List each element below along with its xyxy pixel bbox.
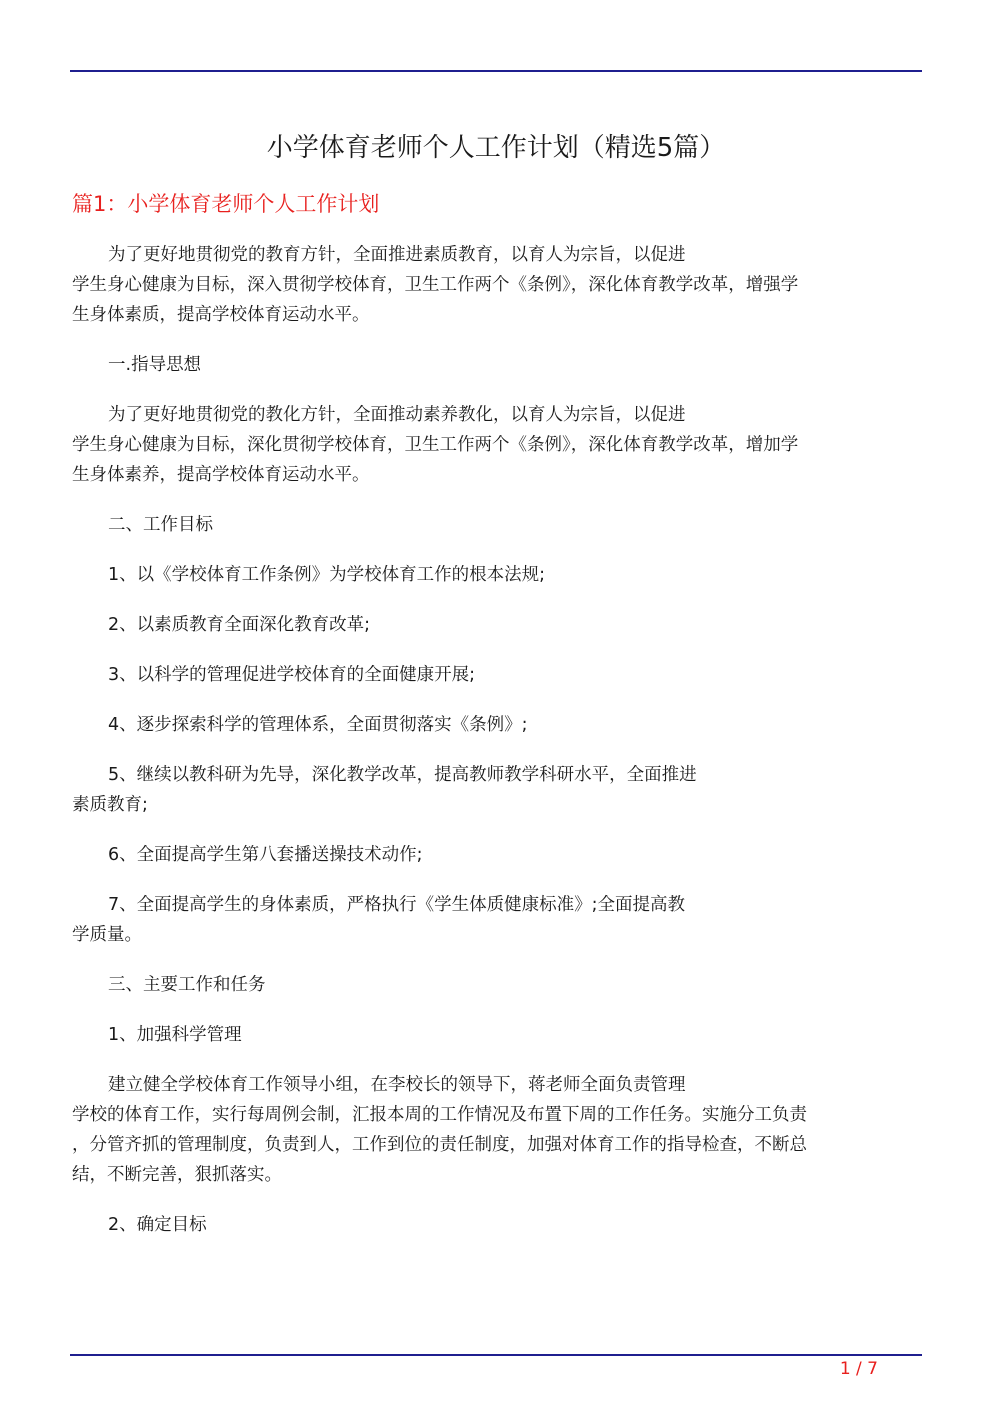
paragraph-line: 3、以科学的管理促进学校体育的全面健康开展; bbox=[108, 665, 476, 685]
paragraph bbox=[72, 710, 912, 740]
paragraph bbox=[72, 1070, 912, 1190]
paragraph-line: ，分管齐抓的管理制度，负责到人，工作到位的责任制度，加强对体育工作的指导检查，不断总 bbox=[72, 1135, 807, 1155]
paragraph-line: 学生身心健康为目标，深化贯彻学校体育，卫生工作两个《条例》，深化体育教学改革，增加学 bbox=[72, 435, 799, 455]
paragraph bbox=[72, 350, 912, 380]
paragraph bbox=[72, 660, 912, 690]
paragraph bbox=[72, 240, 912, 330]
paragraph bbox=[72, 400, 912, 490]
paragraph-line: 6、全面提高学生第八套播送操技术动作; bbox=[108, 845, 423, 865]
paragraph-line: 2、确定目标 bbox=[108, 1215, 207, 1235]
paragraph bbox=[72, 840, 912, 870]
paragraph bbox=[72, 1210, 912, 1240]
page-indicator: 1 / 7 bbox=[839, 1359, 878, 1379]
paragraph-line: 结，不断完善，狠抓落实。 bbox=[72, 1165, 282, 1185]
paragraph-line: 建立健全学校体育工作领导小组，在李校长的领导下，蒋老师全面负责管理 bbox=[108, 1075, 686, 1095]
paragraph bbox=[72, 890, 912, 950]
paragraph-line: 2、以素质教育全面深化教育改革; bbox=[108, 615, 371, 635]
footer-rule bbox=[70, 1354, 922, 1356]
paragraph-line: 5、继续以教科研为先导，深化教学改革，提高教师教学科研水平，全面推进 bbox=[108, 765, 697, 785]
paragraph-line: 7、全面提高学生的身体素质，严格执行《学生体质健康标准》;全面提高教 bbox=[108, 895, 686, 915]
paragraph-line: 生身体素质，提高学校体育运动水平。 bbox=[72, 305, 370, 325]
paragraph-line: 1、加强科学管理 bbox=[108, 1025, 242, 1045]
section-heading: 篇1：小学体育老师个人工作计划 bbox=[72, 192, 380, 216]
paragraph bbox=[72, 760, 912, 820]
paragraph-line: 4、逐步探索科学的管理体系，全面贯彻落实《条例》; bbox=[108, 715, 528, 735]
paragraph-line: 素质教育; bbox=[72, 795, 148, 815]
paragraph bbox=[72, 610, 912, 640]
document-body bbox=[72, 240, 912, 1260]
paragraph bbox=[72, 510, 912, 540]
header-rule bbox=[70, 70, 922, 72]
paragraph-line: 1、以《学校体育工作条例》为学校体育工作的根本法规; bbox=[108, 565, 546, 585]
paragraph-line: 学校的体育工作，实行每周例会制，汇报本周的工作情况及布置下周的工作任务。实施分工负责 bbox=[72, 1105, 807, 1125]
paragraph-line: 生身体素养，提高学校体育运动水平。 bbox=[72, 465, 370, 485]
paragraph bbox=[72, 970, 912, 1000]
paragraph-line: 为了更好地贯彻党的教育方针，全面推进素质教育，以育人为宗旨，以促进 bbox=[108, 245, 686, 265]
paragraph-line: 二、工作目标 bbox=[108, 515, 213, 535]
paragraph-line: 为了更好地贯彻党的教化方针，全面推动素养教化，以育人为宗旨，以促进 bbox=[108, 405, 686, 425]
paragraph-line: 三、主要工作和任务 bbox=[108, 975, 266, 995]
paragraph bbox=[72, 560, 912, 590]
paragraph-line: 学质量。 bbox=[72, 925, 142, 945]
document-title: 小学体育老师个人工作计划（精选5篇） bbox=[266, 133, 726, 163]
paragraph-line: 学生身心健康为目标，深入贯彻学校体育，卫生工作两个《条例》，深化体育教学改革，增强学 bbox=[72, 275, 799, 295]
paragraph bbox=[72, 1020, 912, 1050]
paragraph-line: 一.指导思想 bbox=[108, 355, 202, 375]
